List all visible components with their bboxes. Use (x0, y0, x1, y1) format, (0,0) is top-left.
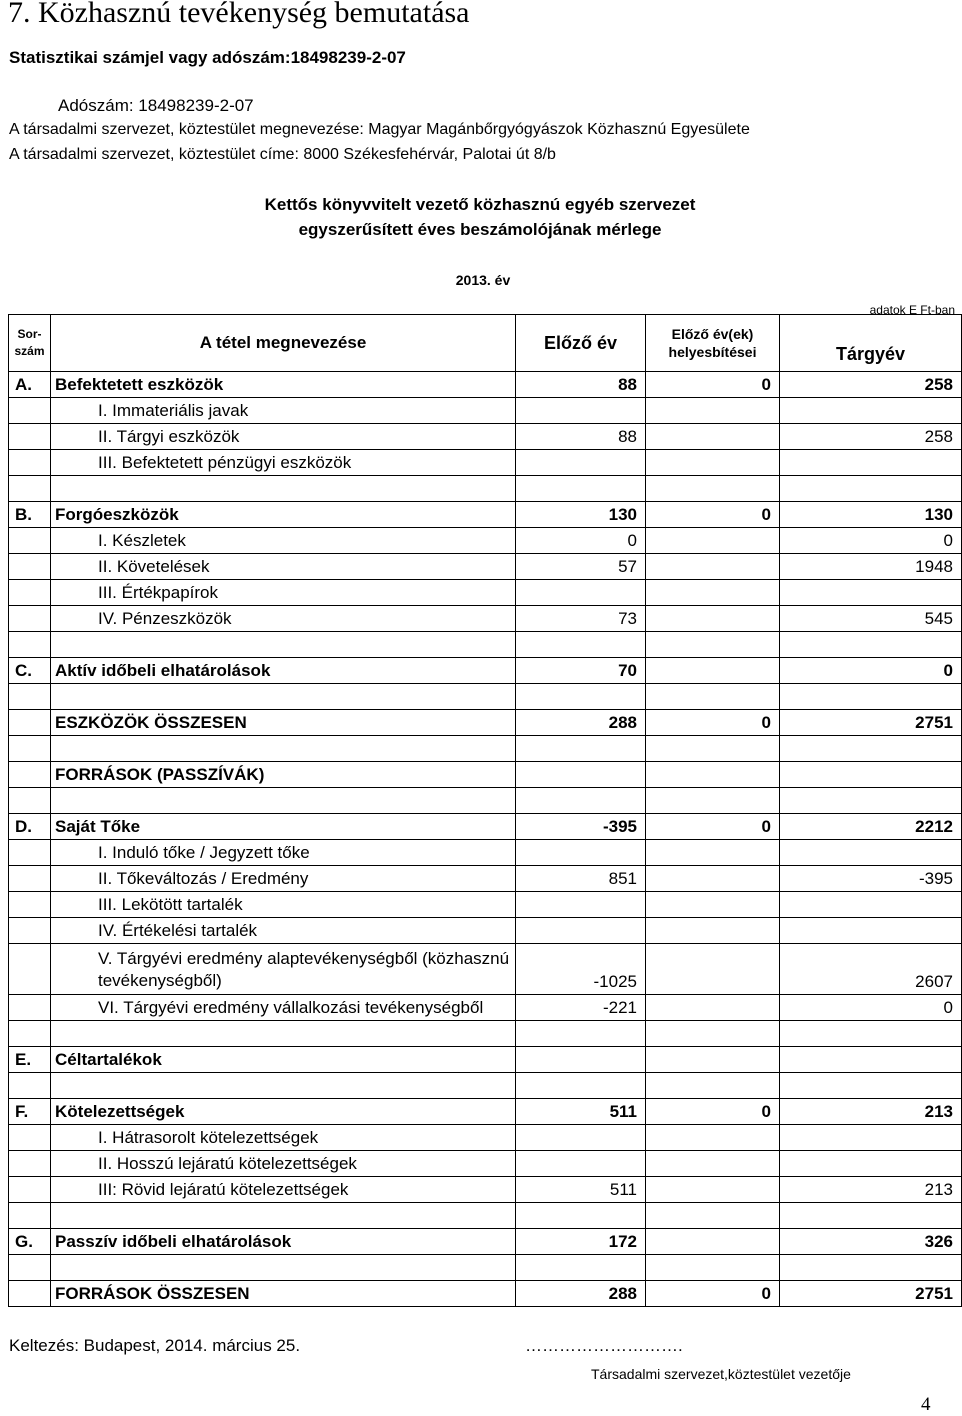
row-current-year: 213 (780, 1177, 962, 1203)
row-current-year: 0 (780, 658, 962, 684)
table-row (9, 866, 962, 892)
table-row (9, 736, 962, 762)
year-label: 2013. év (455, 272, 511, 288)
table-row (9, 840, 962, 866)
row-current-year (780, 1125, 962, 1151)
row-previous-year: 73 (516, 606, 646, 632)
table-row (9, 580, 962, 606)
row-corrections (646, 1125, 780, 1151)
row-current-year (780, 632, 962, 658)
row-label (51, 684, 516, 710)
row-code (9, 1203, 51, 1229)
row-label: III. Lekötött tartalék (51, 892, 516, 918)
row-previous-year (516, 840, 646, 866)
row-code: A. (9, 372, 51, 398)
row-corrections: 0 (646, 372, 780, 398)
row-previous-year: 851 (516, 866, 646, 892)
row-current-year: 545 (780, 606, 962, 632)
row-label: Céltartalékok (51, 1047, 516, 1073)
table-row (9, 1021, 962, 1047)
page-number: 4 (921, 1394, 931, 1415)
balance-sheet-table (8, 303, 962, 1307)
row-corrections (646, 580, 780, 606)
row-previous-year (516, 892, 646, 918)
header-current-year (780, 303, 962, 372)
row-corrections (646, 788, 780, 814)
row-current-year (780, 476, 962, 502)
row-label: III. Értékpapírok (51, 580, 516, 606)
row-label (51, 632, 516, 658)
table-row (9, 684, 962, 710)
table-row (9, 502, 962, 528)
org-name-line: A társadalmi szervezet, köztestület megnevezése: Magyar Magánbőrgyógyászok Közhasznú Egyesülete (9, 121, 750, 138)
row-current-year (780, 580, 962, 606)
table-row (9, 995, 962, 1021)
row-label: II. Hosszú lejáratú kötelezettségek (51, 1151, 516, 1177)
row-code (9, 1177, 51, 1203)
row-label: I. Hátrasorolt kötelezettségek (51, 1125, 516, 1151)
row-code: B. (9, 502, 51, 528)
row-code (9, 1021, 51, 1047)
row-previous-year (516, 1203, 646, 1229)
table-body (9, 372, 962, 1307)
row-current-year (780, 1047, 962, 1073)
row-corrections (646, 762, 780, 788)
row-corrections (646, 944, 780, 995)
row-current-year (780, 450, 962, 476)
row-current-year: 0 (780, 995, 962, 1021)
row-previous-year (516, 1073, 646, 1099)
row-label: II. Tárgyi eszközök (51, 424, 516, 450)
row-current-year: 2751 (780, 710, 962, 736)
row-current-year (780, 1255, 962, 1281)
row-label (51, 1021, 516, 1047)
row-code (9, 450, 51, 476)
row-previous-year: -221 (516, 995, 646, 1021)
row-corrections (646, 1073, 780, 1099)
row-previous-year: 0 (516, 528, 646, 554)
row-code (9, 684, 51, 710)
row-code (9, 1073, 51, 1099)
row-code (9, 554, 51, 580)
row-previous-year (516, 1255, 646, 1281)
row-code (9, 995, 51, 1021)
row-code: F. (9, 1099, 51, 1125)
row-previous-year (516, 684, 646, 710)
row-current-year (780, 788, 962, 814)
row-current-year: 326 (780, 1229, 962, 1255)
report-title-line-1: Kettős könyvvitelt vezető közhasznú egyéb szervezet (264, 195, 696, 214)
table-row (9, 1255, 962, 1281)
table-row (9, 1099, 962, 1125)
row-current-year (780, 736, 962, 762)
row-label (51, 736, 516, 762)
table-row (9, 814, 962, 840)
unit-note: adatok E Ft-ban (869, 303, 955, 317)
row-current-year (780, 840, 962, 866)
table-row (9, 1229, 962, 1255)
row-corrections (646, 892, 780, 918)
row-label: Passzív időbeli elhatárolások (51, 1229, 516, 1255)
row-previous-year: 288 (516, 1281, 646, 1307)
row-corrections (646, 554, 780, 580)
row-code (9, 424, 51, 450)
row-code: C. (9, 658, 51, 684)
row-current-year: 258 (780, 424, 962, 450)
header-sorszam: Sor-szám (9, 315, 51, 372)
row-previous-year: 88 (516, 424, 646, 450)
table-row (9, 1151, 962, 1177)
row-previous-year: 172 (516, 1229, 646, 1255)
row-code (9, 736, 51, 762)
row-corrections (646, 1021, 780, 1047)
header-item-name: A tétel megnevezése (51, 315, 516, 372)
row-code (9, 944, 51, 995)
row-label: ESZKÖZÖK ÖSSZESEN (51, 710, 516, 736)
table-row (9, 632, 962, 658)
row-label: V. Tárgyévi eredmény alaptevékenységből (közhasznú tevékenységből) (51, 944, 516, 995)
table-row (9, 1047, 962, 1073)
table-row (9, 372, 962, 398)
row-previous-year (516, 476, 646, 502)
row-code (9, 1125, 51, 1151)
header-current-year-label: Tárgyév (835, 344, 906, 364)
row-previous-year (516, 1021, 646, 1047)
row-previous-year: 288 (516, 710, 646, 736)
table-row (9, 606, 962, 632)
row-previous-year (516, 788, 646, 814)
row-label (51, 476, 516, 502)
row-label: I. Immateriális javak (51, 398, 516, 424)
row-corrections (646, 736, 780, 762)
row-code: E. (9, 1047, 51, 1073)
row-label: Forgóeszközök (51, 502, 516, 528)
row-current-year: 0 (780, 528, 962, 554)
row-corrections (646, 1203, 780, 1229)
row-current-year (780, 892, 962, 918)
row-previous-year: 57 (516, 554, 646, 580)
row-corrections (646, 632, 780, 658)
row-label: FORRÁSOK ÖSSZESEN (51, 1281, 516, 1307)
row-corrections (646, 918, 780, 944)
row-current-year: 1948 (780, 554, 962, 580)
row-label: I. Induló tőke / Jegyzett tőke (51, 840, 516, 866)
row-code (9, 528, 51, 554)
table-row (9, 476, 962, 502)
row-corrections (646, 398, 780, 424)
row-previous-year: 130 (516, 502, 646, 528)
row-label: Aktív időbeli elhatárolások (51, 658, 516, 684)
row-corrections: 0 (646, 1281, 780, 1307)
row-current-year (780, 918, 962, 944)
table-row (9, 1281, 962, 1307)
row-current-year (780, 1021, 962, 1047)
row-code (9, 1255, 51, 1281)
row-corrections (646, 1229, 780, 1255)
table-row (9, 944, 962, 995)
row-label: Saját Tőke (51, 814, 516, 840)
row-label: Kötelezettségek (51, 1099, 516, 1125)
row-previous-year (516, 450, 646, 476)
row-current-year (780, 1151, 962, 1177)
row-label: VI. Tárgyévi eredmény vállalkozási tevékenységből (51, 995, 516, 1021)
org-address-line: A társadalmi szervezet, köztestület címe: 8000 Székesfehérvár, Palotai út 8/b (9, 146, 556, 163)
row-code: D. (9, 814, 51, 840)
row-current-year: 2607 (780, 944, 962, 995)
row-code (9, 892, 51, 918)
row-current-year (780, 398, 962, 424)
row-corrections (646, 995, 780, 1021)
row-label: II. Követelések (51, 554, 516, 580)
row-previous-year (516, 398, 646, 424)
row-previous-year: 511 (516, 1177, 646, 1203)
table-row (9, 450, 962, 476)
row-current-year (780, 1203, 962, 1229)
row-code (9, 710, 51, 736)
row-current-year: 2212 (780, 814, 962, 840)
row-corrections (646, 658, 780, 684)
header-previous-year: Előző év (516, 315, 646, 372)
row-code (9, 918, 51, 944)
row-corrections (646, 1047, 780, 1073)
row-current-year (780, 684, 962, 710)
row-current-year (780, 762, 962, 788)
header-corrections: Előző év(ek) helyesbítései (646, 315, 780, 372)
stat-number-line: Statisztikai számjel vagy adószám:18498239-2-07 (9, 48, 406, 67)
row-previous-year: -395 (516, 814, 646, 840)
table-row (9, 398, 962, 424)
row-code (9, 762, 51, 788)
row-corrections: 0 (646, 502, 780, 528)
row-corrections: 0 (646, 814, 780, 840)
row-previous-year (516, 762, 646, 788)
row-previous-year (516, 632, 646, 658)
row-corrections (646, 866, 780, 892)
row-code (9, 1151, 51, 1177)
signature-dots: ………………………. (525, 1336, 683, 1355)
row-label: II. Tőkeváltozás / Eredmény (51, 866, 516, 892)
table-row (9, 1203, 962, 1229)
table-row (9, 1177, 962, 1203)
row-code (9, 866, 51, 892)
row-label (51, 1203, 516, 1229)
row-label (51, 1073, 516, 1099)
table-row (9, 528, 962, 554)
row-previous-year (516, 1047, 646, 1073)
row-corrections (646, 606, 780, 632)
row-previous-year: 511 (516, 1099, 646, 1125)
row-code: G. (9, 1229, 51, 1255)
page-title: 7. Közhasznú tevékenység bemutatása (8, 0, 470, 29)
table-row (9, 918, 962, 944)
row-code (9, 476, 51, 502)
row-current-year: -395 (780, 866, 962, 892)
row-code (9, 398, 51, 424)
row-current-year: 258 (780, 372, 962, 398)
row-previous-year: -1025 (516, 944, 646, 995)
row-label: III. Befektetett pénzügyi eszközök (51, 450, 516, 476)
report-title-line-2: egyszerűsített éves beszámolójának mérlege (298, 220, 662, 239)
row-previous-year (516, 1151, 646, 1177)
row-previous-year (516, 580, 646, 606)
row-corrections (646, 1151, 780, 1177)
row-code (9, 580, 51, 606)
row-previous-year: 70 (516, 658, 646, 684)
table-row (9, 762, 962, 788)
row-previous-year (516, 736, 646, 762)
signature-caption: Társadalmi szervezet,köztestület vezetője (591, 1366, 851, 1382)
table-row (9, 658, 962, 684)
row-corrections (646, 528, 780, 554)
row-corrections (646, 1255, 780, 1281)
row-label (51, 788, 516, 814)
row-corrections (646, 684, 780, 710)
row-code (9, 788, 51, 814)
table-row (9, 424, 962, 450)
table-row (9, 554, 962, 580)
table-row (9, 892, 962, 918)
row-label: IV. Pénzeszközök (51, 606, 516, 632)
table-row (9, 788, 962, 814)
table-row (9, 710, 962, 736)
row-current-year: 2751 (780, 1281, 962, 1307)
row-current-year: 130 (780, 502, 962, 528)
row-label: Befektetett eszközök (51, 372, 516, 398)
row-previous-year (516, 1125, 646, 1151)
row-corrections (646, 476, 780, 502)
row-previous-year (516, 918, 646, 944)
row-corrections: 0 (646, 710, 780, 736)
tax-number: Adószám: 18498239-2-07 (58, 96, 254, 115)
row-code (9, 840, 51, 866)
row-label: IV. Értékelési tartalék (51, 918, 516, 944)
row-corrections (646, 424, 780, 450)
row-label: III: Rövid lejáratú kötelezettségek (51, 1177, 516, 1203)
row-label: FORRÁSOK (PASSZÍVÁK) (51, 762, 516, 788)
row-current-year: 213 (780, 1099, 962, 1125)
row-code (9, 1281, 51, 1307)
table-row (9, 1073, 962, 1099)
date-line: Keltezés: Budapest, 2014. március 25. (9, 1336, 301, 1355)
row-code (9, 632, 51, 658)
row-current-year (780, 1073, 962, 1099)
row-corrections: 0 (646, 1099, 780, 1125)
row-code (9, 606, 51, 632)
row-corrections (646, 840, 780, 866)
row-corrections (646, 450, 780, 476)
row-label: I. Készletek (51, 528, 516, 554)
row-previous-year: 88 (516, 372, 646, 398)
row-label (51, 1255, 516, 1281)
row-corrections (646, 1177, 780, 1203)
table-row (9, 1125, 962, 1151)
